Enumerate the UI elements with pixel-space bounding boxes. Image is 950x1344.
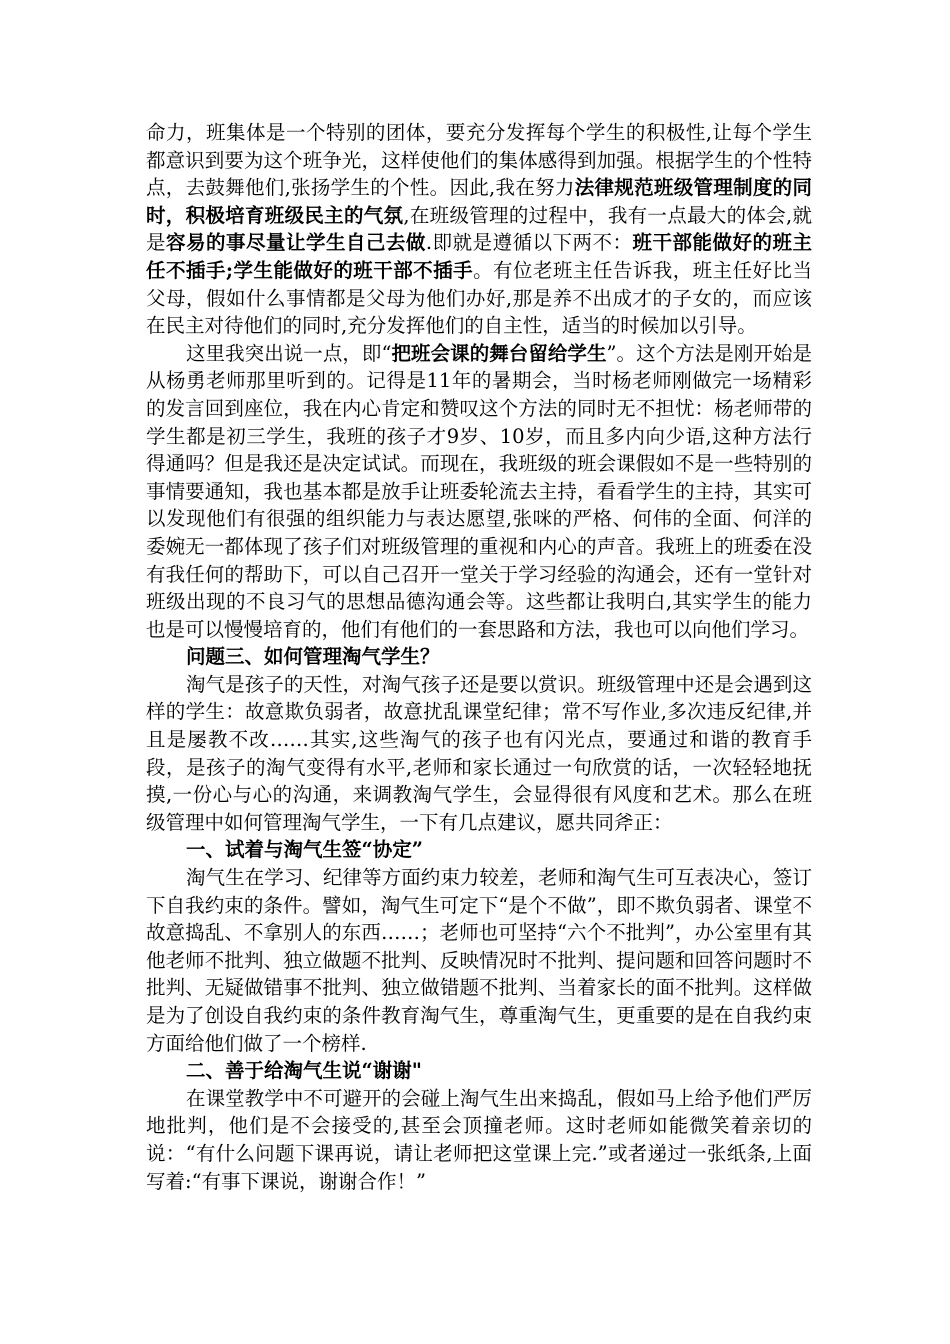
emphasis-text: 班干部能做好的班主任不插手;学生能做好的班干部不插手	[146, 231, 812, 282]
emphasis-text: 容易的事尽量让学生自己去做	[166, 231, 426, 255]
paragraph-text: .即就是遵循以下两不：	[425, 231, 633, 255]
emphasis-text: 把班会课的舞台留给学生	[391, 341, 607, 365]
paragraph-naughty-students: 淘气是孩子的天性，对淘气孩子还是要以赏识。班级管理中还是会遇到这样的学生：故意欺负弱者，故意扰乱课堂纪律；常不写作业,多次违反纪律,并且是屡教不改……其实,这些淘气的孩子也有闪光点，要通过和谐的教育手段，是孩子的淘气变得有水平,老师和家长通过一句欣赏的话，一次轻轻地抚摸,一份心与心的沟通，来调教淘气学生，会显得很有风度和艺术。那么在班级管理中如何管理淘气学生，一下有几点建议，愿共同斧正：	[146, 672, 812, 834]
subheading-thanks: 二、善于给淘气生说“谢谢"	[186, 1059, 422, 1083]
emphasis-text: 法律规范班级管理制度的同时，积极培育班级民主的气氛	[146, 176, 812, 227]
paragraph-text: 这里我突出说一点，即“	[186, 341, 392, 365]
subheading-agreement: 一、试着与淘气生签“协定”	[186, 838, 423, 862]
paragraph-text: 。有位老班主任告诉我，班主任好比当父母，假如什么事情都是父母为他们办好,那是养不出成才的子女的，而应该在民主对待他们的同时,充分发挥他们的自主性，适当的时候加以引导。	[146, 258, 812, 338]
paragraph-text: ,在班级管理的过程中，我有一点最大的体会,就是	[146, 203, 812, 255]
paragraph-text: 命力，班集体是一个特别的团体，要充分发挥每个学生的积极性,让每个学生都意识到要为这个班争光，这样使他们的集体感得到加强。根据学生的个性特点，去鼓舞他们,张扬学生的个性。因此,我在努力	[146, 121, 812, 200]
document-page	[146, 119, 812, 1195]
paragraph-thanks: 在课堂教学中不可避开的会碰上淘气生出来捣乱，假如马上给予他们严厉地批判，他们是不会接受的,甚至会顶撞老师。这时老师如能微笑着亲切的说：“有什么问题下课再说，请让老师把这堂课上完.”或者递过一张纸条,上面写着:“有事下课说，谢谢合作！”	[146, 1086, 812, 1193]
paragraph-class-meeting	[146, 340, 812, 644]
paragraph-class-democracy	[146, 119, 812, 340]
section-heading-question-three: 问题三、如何管理淘气学生？	[186, 645, 440, 669]
paragraph-agreement: 淘气生在学习、纪律等方面约束力较差，老师和淘气生可互表决心，签订下自我约束的条件。譬如，淘气生可定下“是个不做”，即不欺负弱者、课堂不故意捣乱、不拿别人的东西……；老师也可坚持“六个不批判”，办公室里有其他老师不批判、独立做题不批判、反映情况时不批判、提问题和回答问题时不批判、无疑做错事不批判、独立做错题不批判、当着家长的面不批判。这样做是为了创设自我约束的条件教育淘气生，尊重淘气生，更重要的是在自我约束方面给他们做了一个榜样.	[146, 866, 812, 1055]
paragraph-text: ”。这个方法是刚开始是从杨勇老师那里听到的。记得是11年的暑期会，当时杨老师刚做完一场精彩的发言回到座位，我在内心肯定和赞叹这个方法的同时无不担忧：杨老师带的学生都是初三学生，我班的孩子才9岁、10岁，而且多内向少语,这种方法行得通吗？但是我还是决定试试。而现在，我班级的班会课假如不是一些特别的事情要通知，我也基本都是放手让班委轮流去主持，看看学生的主持，其实可以发现他们有很强的组织能力与表达愿望,张咪的严格、何伟的全面、何洋的委婉无一都体现了孩子们对班级管理的重视和内心的声音。我班上的班委在没有我任何的帮助下，可以自己召开一堂关于学习经验的沟通会，还有一堂针对班级出现的不良习气的思想品德沟通会等。这些都让我明白,其实学生的能力也是可以慢慢培育的，他们有他们的一套思路和方法，我也可以向他们学习。	[146, 341, 812, 641]
